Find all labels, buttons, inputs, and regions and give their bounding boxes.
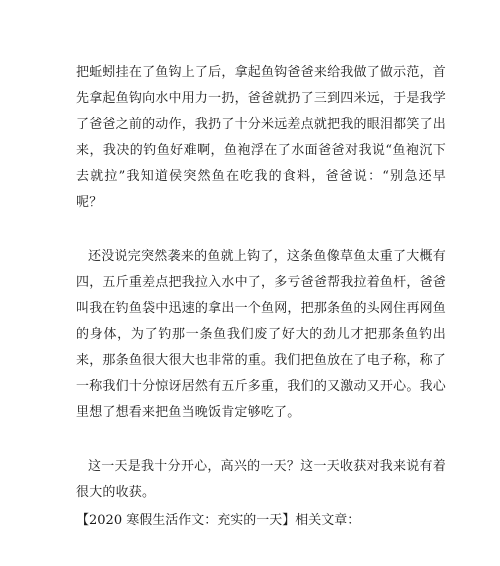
paragraph-fishing-demo: 把蚯蚓挂在了鱼钩上了后，拿起鱼钩爸爸来给我做了做示范，首先拿起鱼钩向水中用力一扔，爸爸就扔了三到四米远，于是我学了爸爸之前的动作，我扔了十分米远差点就把我的眼泪都笑了出来，我决的钓鱼好难啊，鱼袍浮在了水面爸爸对我说“鱼袍沉下去就拉”我知道侯突然鱼在吃我的食料，爸爸说：“别急还早呢？ bbox=[76, 65, 446, 210]
paragraph-conclusion: 这一天是我十分开心，高兴的一天？这一天收获对我来说有着很大的收获。 bbox=[76, 459, 446, 500]
article-body bbox=[76, 60, 446, 506]
related-articles-link[interactable]: 【2020 寒假生活作文：充实的一天】相关文章： bbox=[76, 513, 361, 528]
paragraph-catching-fish: 还没说完突然袭来的鱼就上钩了，这条鱼像草鱼太重了大概有四，五斤重差点把我拉入水中了，多亏爸爸帮我拉着鱼杆，爸爸叫我在钓鱼袋中迅速的拿出一个鱼网，把那条鱼的头网住再网鱼的身体，为了钓那一条鱼我们废了好大的劲儿才把那条鱼钓出来，那条鱼很大很大也非常的重。我们把鱼放在了电子称，称了一称我们十分惊讶居然有五斤多重，我们的又激动又开心。我心里想了想看来把鱼当晚饭肯定够吃了。 bbox=[76, 249, 446, 420]
